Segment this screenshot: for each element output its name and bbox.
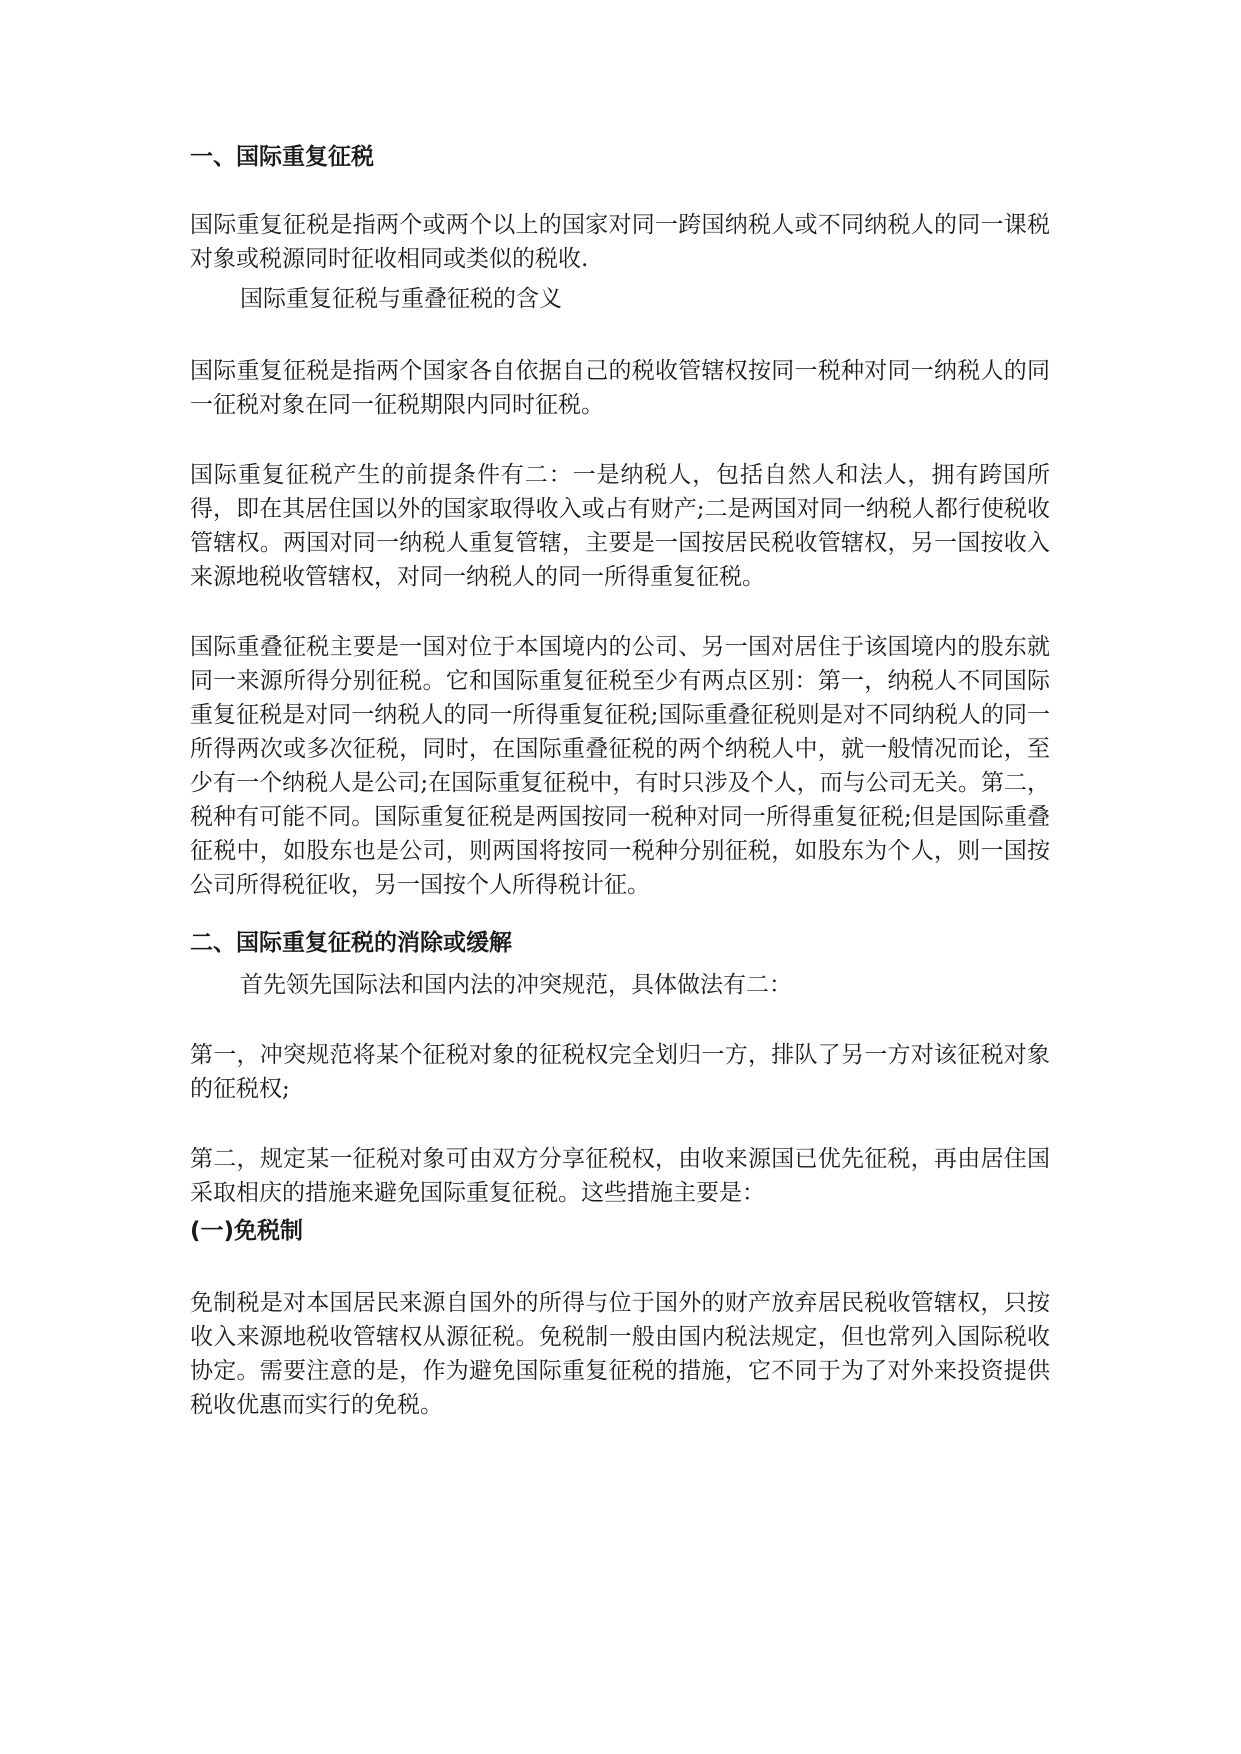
- paragraph-overlapping-taxation: 国际重叠征税主要是一国对位于本国境内的公司、另一国对居住于该国境内的股东就同一来源所得分别征税。它和国际重复征税至少有两点区别：第一，纳税人不同国际重复征税是对同一纳税人的同一所得重复征税;国际重叠征税则是对不同纳税人的同一所得两次或多次征税，同时，在国际重叠征税的两个纳税人中，就一般情况而论，至少有一个纳税人是公司;在国际重复征税中，有时只涉及个人，而与公司无关。第二，税种有可能不同。国际重复征税是两国按同一税种对同一所得重复征税;但是国际重叠征税中，如股东也是公司，则两国将按同一税种分别征税，如股东为个人，则一国按公司所得税征收，另一国按个人所得税计征。: [190, 634, 1050, 898]
- paragraph-double-taxation-meaning: 国际重复征税是指两个国家各自依据自己的税收管辖权按同一税种对同一纳税人的同一征税对象在同一征税期限内同时征税。: [190, 358, 1050, 418]
- section-1-subheading: 国际重复征税与重叠征税的含义: [240, 286, 562, 312]
- section-2-intro: 首先领先国际法和国内法的冲突规范，具体做法有二：: [240, 972, 792, 998]
- paragraph-second-method: 第二，规定某一征税对象可由双方分享征税权，由收来源国已优先征税，再由居住国采取相庆的措施来避免国际重复征税。这些措施主要是：: [190, 1146, 1050, 1206]
- exemption-heading: (一)免税制: [190, 1218, 304, 1244]
- section-1-heading: 一、国际重复征税: [190, 144, 374, 170]
- paragraph-preconditions: 国际重复征税产生的前提条件有二：一是纳税人，包括自然人和法人，拥有跨国所得，即在其居住国以外的国家取得收入或占有财产;二是两国对同一纳税人都行使税收管辖权。两国对同一纳税人重复管辖，主要是一国按居民税收管辖权，另一国按收入来源地税收管辖权，对同一纳税人的同一所得重复征税。: [190, 462, 1050, 590]
- definition-paragraph: 国际重复征税是指两个或两个以上的国家对同一跨国纳税人或不同纳税人的同一课税对象或税源同时征收相同或类似的税收.: [190, 212, 1050, 272]
- paragraph-exemption: 免制税是对本国居民来源自国外的所得与位于国外的财产放弃居民税收管辖权，只按收入来源地税收管辖权从源征税。免税制一般由国内税法规定，但也常列入国际税收协定。需要注意的是，作为避免国际重复征税的措施，它不同于为了对外来投资提供税收优惠而实行的免税。: [190, 1290, 1050, 1418]
- section-2-heading: 二、国际重复征税的消除或缓解: [190, 930, 512, 956]
- paragraph-first-method: 第一，冲突规范将某个征税对象的征税权完全划归一方，排队了另一方对该征税对象的征税权;: [190, 1042, 1050, 1102]
